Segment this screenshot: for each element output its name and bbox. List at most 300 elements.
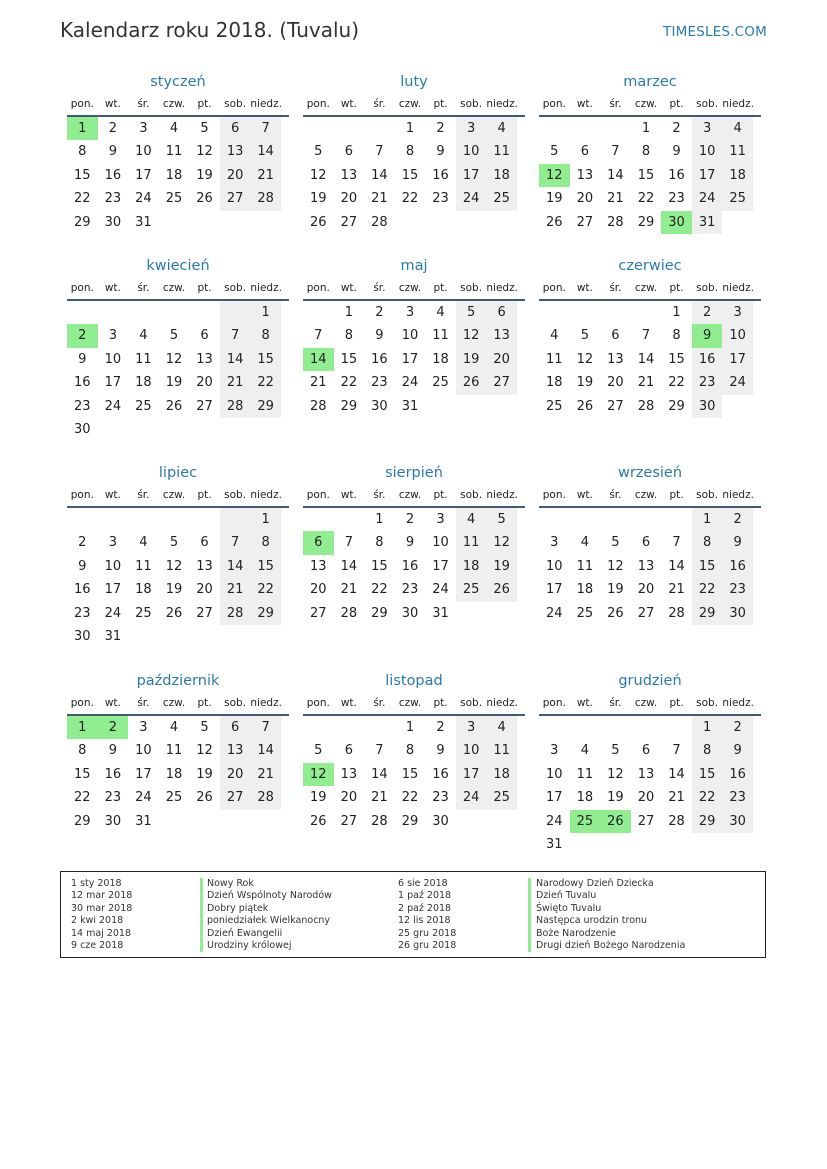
empty-cell [334, 716, 365, 739]
weekday-label: pon. [70, 697, 94, 709]
day-cell: 12 [607, 766, 624, 782]
day-cell: 22 [74, 790, 91, 806]
day-cell: 19 [165, 582, 183, 598]
legend-date: 30 mar 2018 [71, 902, 133, 914]
day-cell: 26 [456, 371, 487, 394]
month-name: luty [400, 74, 428, 90]
weekday-header [303, 694, 525, 716]
weekday-label: czw. [398, 98, 422, 110]
day-cell: 9 [722, 531, 753, 554]
empty-cell [159, 418, 190, 441]
legend-dates-left [71, 878, 132, 952]
day-cell: 26 [310, 813, 327, 829]
day-cell: 20 [637, 790, 655, 806]
weekday-label: śr. [609, 697, 622, 709]
day-cell: 27 [196, 605, 213, 621]
day-cell: 4 [139, 328, 148, 344]
weekday-header [67, 279, 289, 301]
day-cell: 21 [310, 375, 327, 391]
day-cell: 28 [637, 398, 655, 414]
day-cell: 4 [580, 743, 589, 759]
day-cell: 4 [169, 720, 179, 735]
empty-cell [98, 418, 129, 441]
day-cell: 1 [692, 716, 723, 739]
day-cell: 2 [405, 512, 415, 527]
weekday-label: wt. [340, 489, 357, 501]
legend-date: 14 maj 2018 [71, 927, 132, 939]
empty-cell [661, 716, 692, 739]
day-cell: 26 [196, 191, 213, 207]
day-cell: 18 [722, 164, 753, 187]
day-cell: 6 [611, 328, 620, 344]
day-cell: 5 [314, 743, 323, 759]
weekday-label: śr. [137, 489, 150, 501]
day-cell: 23 [104, 790, 122, 806]
day-cell: 2 [436, 121, 445, 136]
weekday-label: śr. [373, 98, 386, 110]
empty-cell [456, 810, 487, 833]
day-cell: 9 [672, 144, 681, 160]
day-cell: 16 [401, 558, 419, 574]
day-cell: 11 [432, 328, 449, 344]
weekday-label: niedz. [250, 98, 282, 110]
day-cell: 5 [611, 535, 620, 551]
day-cell: 8 [641, 144, 651, 160]
day-cell: 16 [692, 348, 723, 371]
day-cell: 8 [344, 328, 353, 344]
day-cell: 28 [371, 214, 388, 230]
empty-cell [159, 211, 190, 234]
day-cell: 21 [250, 763, 281, 786]
legend-date: 2 kwi 2018 [71, 915, 124, 927]
day-cell: 15 [340, 351, 358, 367]
day-cell: 5 [169, 535, 179, 551]
day-cell: 10 [722, 324, 753, 347]
day-cell: 15 [692, 555, 723, 578]
day-cell: 11 [576, 766, 594, 782]
day-cell: 6 [200, 535, 209, 551]
holiday-legend [60, 871, 766, 958]
weekday-label: niedz. [722, 489, 754, 501]
weekday-label: wt. [104, 697, 121, 709]
day-cell: 22 [250, 371, 281, 394]
day-cell: 6 [486, 301, 517, 324]
day-cell: 20 [637, 582, 655, 598]
day-cell: 29 [401, 813, 419, 829]
day-cell: 30 [74, 628, 91, 644]
weekday-label: pon. [70, 282, 94, 294]
day-cell: 21 [607, 191, 624, 207]
day-cell: 24 [456, 187, 487, 210]
empty-cell [189, 508, 220, 531]
empty-cell [303, 508, 334, 531]
weekday-label: wt. [104, 282, 121, 294]
empty-cell [250, 625, 281, 648]
day-cell: 22 [668, 375, 685, 391]
month-block [67, 255, 289, 441]
empty-cell [570, 117, 601, 140]
day-cell: 31 [546, 836, 563, 852]
day-cell: 9 [108, 743, 117, 759]
day-cell: 22 [637, 191, 655, 207]
weekday-label: śr. [373, 489, 386, 501]
day-cell: 9 [692, 324, 723, 347]
empty-cell [220, 211, 251, 234]
legend-date: 2 paź 2018 [398, 902, 452, 914]
day-cell: 6 [220, 117, 251, 140]
weekday-label: wt. [576, 282, 593, 294]
weekday-label: czw. [634, 282, 658, 294]
day-cell: 5 [550, 144, 559, 160]
day-cell: 19 [165, 375, 183, 391]
day-cell: 24 [401, 375, 419, 391]
day-cell: 16 [722, 555, 753, 578]
weekday-header [539, 694, 761, 716]
month-block [303, 255, 525, 418]
month-name: maj [400, 258, 428, 274]
day-cell: 26 [546, 214, 563, 230]
day-cell: 29 [668, 398, 685, 414]
day-cell: 20 [196, 375, 213, 391]
empty-cell [189, 211, 220, 234]
legend-holiday-name: Dzień Ewangelii [207, 927, 283, 939]
weekday-label: pon. [542, 98, 566, 110]
day-cell: 12 [303, 763, 334, 786]
day-cell: 3 [108, 535, 117, 551]
empty-cell [600, 508, 631, 531]
weekday-label: wt. [340, 697, 357, 709]
day-cell: 23 [668, 191, 685, 207]
weekday-label: wt. [576, 697, 593, 709]
day-cell: 20 [340, 790, 358, 806]
day-cell: 22 [401, 790, 419, 806]
weekday-header [67, 694, 289, 716]
day-cell: 10 [104, 558, 122, 574]
weekday-label: sob. [460, 489, 483, 501]
empty-cell [600, 716, 631, 739]
day-cell: 31 [692, 211, 723, 234]
legend-dates-right [398, 878, 456, 952]
legend-date: 12 mar 2018 [71, 890, 133, 902]
day-cell: 15 [371, 558, 388, 574]
legend-holiday-name: Dzień Wspólnoty Narodów [207, 890, 332, 902]
weekday-label: śr. [373, 282, 386, 294]
day-cell: 19 [607, 790, 624, 806]
weekday-label: pon. [306, 489, 330, 501]
day-cell: 22 [340, 375, 358, 391]
day-cell: 23 [74, 398, 91, 414]
day-cell: 13 [637, 766, 655, 782]
day-cell: 4 [486, 716, 517, 739]
day-cell: 22 [692, 578, 723, 601]
day-cell: 10 [692, 140, 723, 163]
empty-cell [456, 211, 487, 234]
day-cell: 20 [220, 164, 251, 187]
empty-cell [220, 810, 251, 833]
weekday-label: wt. [104, 98, 121, 110]
day-cell: 14 [250, 140, 281, 163]
day-cell: 13 [486, 324, 517, 347]
day-cell: 8 [250, 531, 281, 554]
page-title: Kalendarz roku 2018. (Tuvalu) [60, 18, 360, 42]
day-cell: 3 [456, 716, 487, 739]
empty-cell [661, 833, 692, 856]
day-cell: 1 [405, 121, 415, 136]
day-cell: 13 [220, 739, 251, 762]
weekday-label: czw. [162, 282, 186, 294]
day-cell: 3 [139, 121, 148, 136]
day-cell: 6 [641, 535, 651, 551]
day-cell: 12 [310, 167, 327, 183]
empty-cell [600, 301, 631, 324]
weekday-label: sob. [696, 697, 719, 709]
day-cell: 3 [108, 328, 117, 344]
empty-cell [220, 625, 251, 648]
day-cell: 20 [486, 348, 517, 371]
day-cell: 29 [637, 214, 655, 230]
empty-cell [67, 508, 98, 531]
day-grid [303, 301, 525, 418]
day-cell: 8 [405, 743, 415, 759]
weekday-label: pt. [197, 98, 212, 110]
weekday-label: sob. [696, 98, 719, 110]
day-grid [539, 716, 761, 856]
day-cell: 6 [641, 743, 651, 759]
empty-cell [486, 211, 517, 234]
weekday-header [539, 486, 761, 508]
day-cell: 18 [486, 763, 517, 786]
day-cell: 23 [74, 605, 91, 621]
empty-cell [128, 301, 159, 324]
day-cell: 3 [692, 117, 723, 140]
weekday-label: śr. [609, 98, 622, 110]
day-cell: 28 [668, 813, 685, 829]
day-cell: 13 [196, 558, 213, 574]
empty-cell [334, 117, 365, 140]
day-cell: 19 [486, 555, 517, 578]
day-cell: 13 [196, 351, 213, 367]
weekday-label: śr. [137, 98, 150, 110]
day-cell: 12 [456, 324, 487, 347]
day-cell: 30 [74, 421, 91, 437]
empty-cell [722, 395, 753, 418]
legend-date: 6 sie 2018 [398, 878, 448, 889]
day-cell: 17 [456, 763, 487, 786]
day-cell: 3 [550, 743, 559, 759]
day-cell: 1 [250, 301, 281, 324]
day-cell: 9 [436, 743, 445, 759]
day-cell: 11 [546, 351, 563, 367]
day-cell: 23 [432, 191, 449, 207]
empty-cell [189, 418, 220, 441]
day-cell: 20 [220, 763, 251, 786]
day-cell: 18 [546, 375, 563, 391]
weekday-label: niedz. [250, 489, 282, 501]
day-cell: 29 [74, 813, 91, 829]
day-cell: 11 [135, 351, 152, 367]
day-cell: 23 [692, 371, 723, 394]
day-cell: 25 [456, 578, 487, 601]
empty-cell [220, 418, 251, 441]
day-cell: 30 [104, 813, 122, 829]
empty-cell [570, 833, 601, 856]
day-cell: 30 [661, 211, 692, 234]
day-cell: 2 [78, 535, 87, 551]
weekday-label: pt. [669, 98, 684, 110]
day-cell: 20 [607, 375, 624, 391]
day-cell: 20 [340, 191, 358, 207]
month-block [539, 255, 761, 418]
day-cell: 10 [401, 328, 419, 344]
day-cell: 27 [196, 398, 213, 414]
day-cell: 18 [486, 164, 517, 187]
day-cell: 30 [104, 214, 122, 230]
empty-cell [128, 508, 159, 531]
empty-cell [631, 833, 662, 856]
weekday-label: czw. [398, 697, 422, 709]
day-cell: 27 [340, 813, 358, 829]
day-cell: 21 [220, 578, 251, 601]
day-cell: 3 [436, 512, 445, 527]
day-grid [67, 301, 289, 441]
weekday-label: wt. [104, 489, 121, 501]
day-cell: 11 [135, 558, 152, 574]
weekday-label: czw. [634, 98, 658, 110]
weekday-label: niedz. [250, 282, 282, 294]
month-name: grudzień [618, 673, 682, 689]
empty-cell [539, 117, 570, 140]
weekday-label: pon. [542, 489, 566, 501]
day-cell: 29 [250, 602, 281, 625]
day-cell: 9 [375, 328, 384, 344]
day-cell: 13 [576, 167, 594, 183]
day-cell: 22 [692, 786, 723, 809]
day-cell: 11 [576, 558, 594, 574]
day-cell: 15 [692, 763, 723, 786]
month-name: wrzesień [617, 465, 683, 481]
legend-holiday-name: Boże Narodzenie [536, 927, 616, 939]
weekday-label: czw. [398, 282, 422, 294]
day-cell: 21 [668, 582, 685, 598]
legend-date: 1 sty 2018 [71, 878, 122, 889]
empty-cell [425, 395, 456, 418]
day-cell: 5 [456, 301, 487, 324]
brand-link[interactable]: TIMESLES.COM [663, 24, 767, 40]
weekday-label: niedz. [486, 98, 518, 110]
weekday-label: pon. [306, 98, 330, 110]
day-cell: 30 [692, 395, 723, 418]
weekday-label: pon. [306, 697, 330, 709]
day-cell: 12 [165, 351, 183, 367]
day-cell: 8 [375, 535, 384, 551]
day-cell: 13 [607, 351, 624, 367]
day-cell: 26 [600, 810, 631, 833]
day-cell: 9 [108, 144, 117, 160]
day-cell: 17 [546, 790, 563, 806]
day-cell: 14 [250, 739, 281, 762]
weekday-label: niedz. [722, 697, 754, 709]
empty-cell [486, 395, 517, 418]
day-cell: 6 [344, 743, 353, 759]
day-cell: 15 [401, 766, 419, 782]
day-cell: 22 [371, 582, 388, 598]
weekday-label: sob. [460, 98, 483, 110]
weekday-label: wt. [340, 282, 357, 294]
day-cell: 14 [637, 351, 655, 367]
day-cell: 14 [303, 348, 334, 371]
month-name: kwiecień [146, 258, 210, 274]
day-cell: 21 [340, 582, 358, 598]
day-cell: 21 [637, 375, 655, 391]
empty-cell [98, 508, 129, 531]
day-cell: 10 [546, 766, 563, 782]
day-cell: 25 [165, 790, 183, 806]
day-cell: 25 [486, 187, 517, 210]
day-cell: 27 [340, 214, 358, 230]
day-cell: 1 [405, 720, 415, 735]
day-cell: 6 [580, 144, 589, 160]
day-cell: 19 [607, 582, 624, 598]
day-cell: 1 [67, 117, 98, 140]
month-block [303, 462, 525, 625]
legend-holiday-name: Nowy Rok [207, 878, 254, 889]
day-cell: 19 [546, 191, 563, 207]
day-cell: 16 [104, 167, 122, 183]
day-cell: 29 [371, 605, 388, 621]
day-cell: 18 [165, 167, 183, 183]
day-cell: 10 [546, 558, 563, 574]
day-cell: 31 [135, 813, 152, 829]
day-cell: 25 [576, 605, 594, 621]
empty-cell [456, 602, 487, 625]
day-cell: 26 [486, 578, 517, 601]
day-cell: 19 [196, 766, 213, 782]
weekday-label: śr. [609, 489, 622, 501]
day-cell: 20 [576, 191, 594, 207]
month-block [67, 462, 289, 648]
day-cell: 30 [722, 602, 753, 625]
legend-holiday-name: Dzień Tuvalu [536, 890, 597, 902]
day-cell: 4 [722, 117, 753, 140]
empty-cell [159, 810, 190, 833]
day-cell: 1 [344, 305, 353, 320]
legend-names-left [207, 878, 332, 952]
weekday-label: sob. [460, 697, 483, 709]
day-cell: 9 [722, 739, 753, 762]
month-name: lipiec [158, 465, 198, 481]
day-cell: 28 [607, 214, 624, 230]
day-cell: 25 [570, 810, 601, 833]
day-cell: 17 [432, 558, 449, 574]
day-cell: 25 [546, 398, 563, 414]
day-cell: 31 [104, 628, 122, 644]
day-cell: 26 [310, 214, 327, 230]
day-cell: 17 [456, 164, 487, 187]
empty-cell [486, 810, 517, 833]
day-cell: 8 [672, 328, 681, 344]
day-cell: 28 [310, 398, 327, 414]
weekday-label: sob. [224, 697, 247, 709]
day-cell: 7 [375, 743, 384, 759]
month-name: marzec [623, 74, 677, 90]
day-cell: 27 [310, 605, 327, 621]
empty-cell [250, 810, 281, 833]
day-cell: 23 [432, 790, 449, 806]
empty-cell [250, 418, 281, 441]
day-cell: 20 [310, 582, 327, 598]
day-cell: 21 [668, 790, 685, 806]
day-cell: 21 [371, 191, 388, 207]
